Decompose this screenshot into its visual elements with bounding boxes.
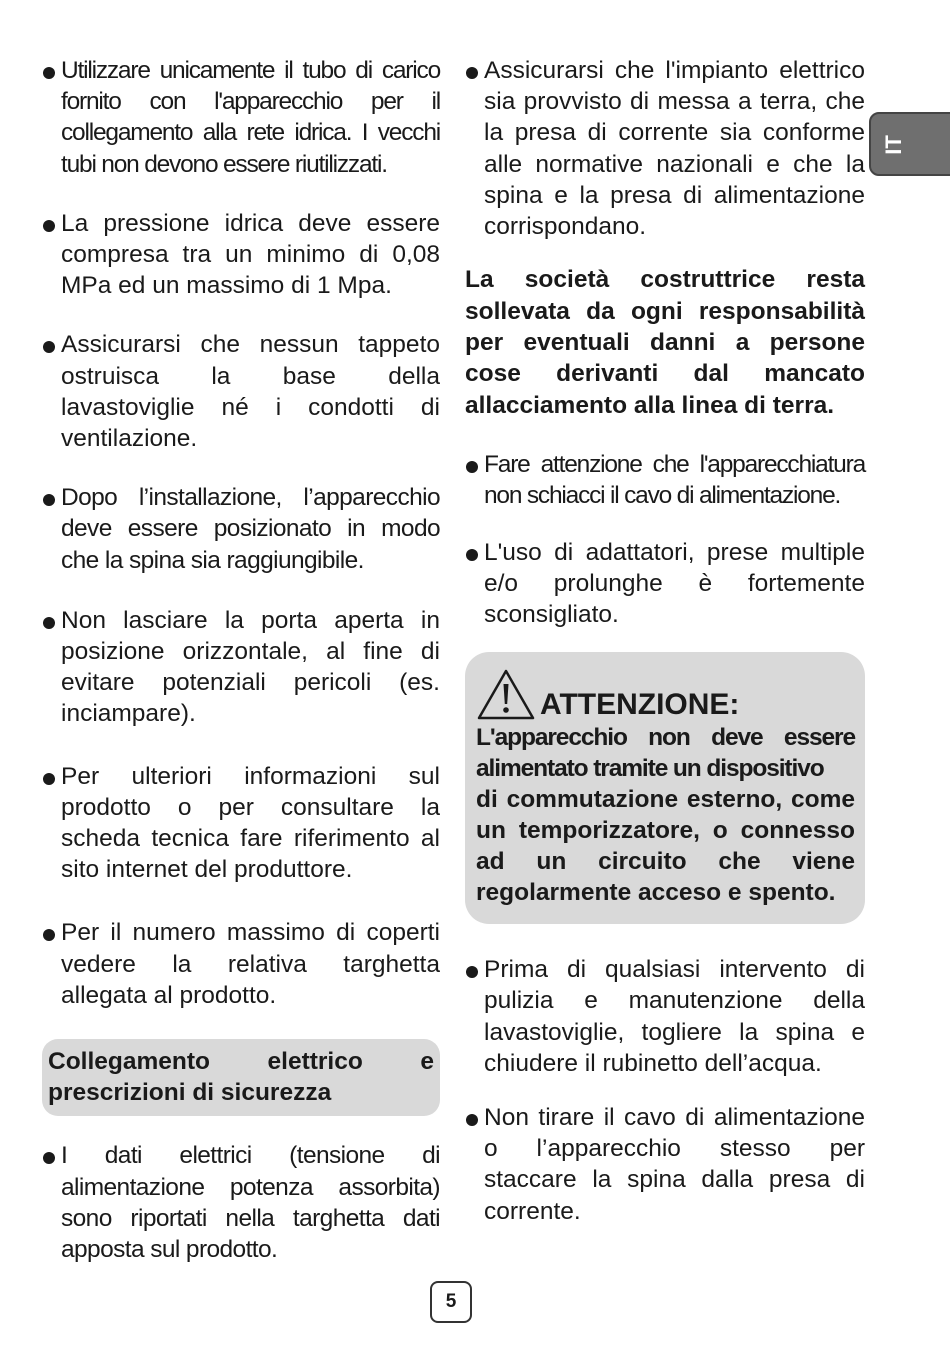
warning-header: [476, 664, 855, 722]
left-column: [42, 55, 440, 1294]
heading-word-1: Collegamento: [48, 1048, 210, 1076]
bullet-cable-crush: Fare attenzione che l'apparecchiatura non schiacci il cavo di alimentazione.: [465, 449, 865, 511]
bullet-grounding: Assicurarsi che l'impianto elettrico sia provvisto di messa a terra, che la presa di corrente sia conforme alle normative nazionali e che la spina e la presa di alimentazione corrispondano.: [465, 55, 865, 242]
bullet-plug-reachable: Dopo l’installazione, l’apparecchio deve essere posizionato in modo che la spina sia raggiungibile.: [42, 482, 440, 576]
section-heading-electrical: [42, 1039, 440, 1116]
bullet-before-cleaning: Prima di qualsiasi intervento di pulizia e manutenzione della lavastoviglie, togliere la spina e chiudere il rubinetto dell’acqua.: [465, 954, 865, 1079]
warning-box: [465, 652, 865, 924]
bullet-dont-pull-cable: Non tirare il cavo di alimentazione o l’apparecchio stesso per staccare la spina dalla presa di corrente.: [465, 1102, 865, 1227]
heading-word-2: elettrico: [267, 1048, 363, 1076]
bullet-place-settings: Per il numero massimo di coperti vedere la relativa targhetta allegata al prodotto.: [42, 917, 440, 1011]
warning-body-part-1: L'apparecchio non deve essere alimentato tramite un dispositivo: [476, 724, 855, 783]
warning-body: [476, 722, 855, 908]
language-tab-label: IT: [881, 135, 906, 155]
language-tab: [869, 112, 950, 176]
manufacturer-liability-paragraph: La società costruttrice resta sollevata da ogni responsabilità per eventuali danni a persone cose derivanti dal mancato allacciamento alla linea di terra.: [465, 266, 865, 419]
heading-word-3: e: [420, 1048, 434, 1076]
bullet-carpet: Assicurarsi che nessun tappeto ostruisca la base della lavastoviglie né i condotti di ventilazione.: [42, 329, 440, 454]
warning-body-part-2: di commutazione esterno, come un temporizzatore, o connesso ad un circuito che viene regolarmente acceso e spento.: [476, 786, 855, 907]
bullet-water-hose: Utilizzare unicamente il tubo di carico fornito con l'apparecchio per il collegamento alla rete idrica. I vecchi tubi non devono essere riutilizzati.: [42, 55, 440, 180]
page-number: 5: [430, 1281, 472, 1323]
warning-title: ATTENZIONE:: [540, 688, 740, 722]
bullet-electrical-data: I dati elettrici (tensione di alimentazione potenza assorbita) sono riportati nella targhetta dati apposta sul prodotto.: [42, 1140, 440, 1265]
heading-line-2: prescrizioni di sicurezza: [48, 1079, 332, 1107]
bullet-more-info: Per ulteriori informazioni sul prodotto o per consultare la scheda tecnica fare riferimento al sito internet del produttore.: [42, 761, 440, 886]
warning-triangle-icon: [476, 668, 536, 722]
bullet-door-open: Non lasciare la porta aperta in posizione orizzontale, al fine di evitare potenziali pericoli (es. inciampare).: [42, 605, 440, 730]
bullet-adapters: L'uso di adattatori, prese multiple e/o prolunghe è fortemente sconsigliato.: [465, 537, 865, 631]
bullet-water-pressure: La pressione idrica deve essere compresa tra un minimo di 0,08 MPa ed un massimo di 1 Mpa.: [42, 208, 440, 302]
right-column: [465, 55, 865, 1256]
